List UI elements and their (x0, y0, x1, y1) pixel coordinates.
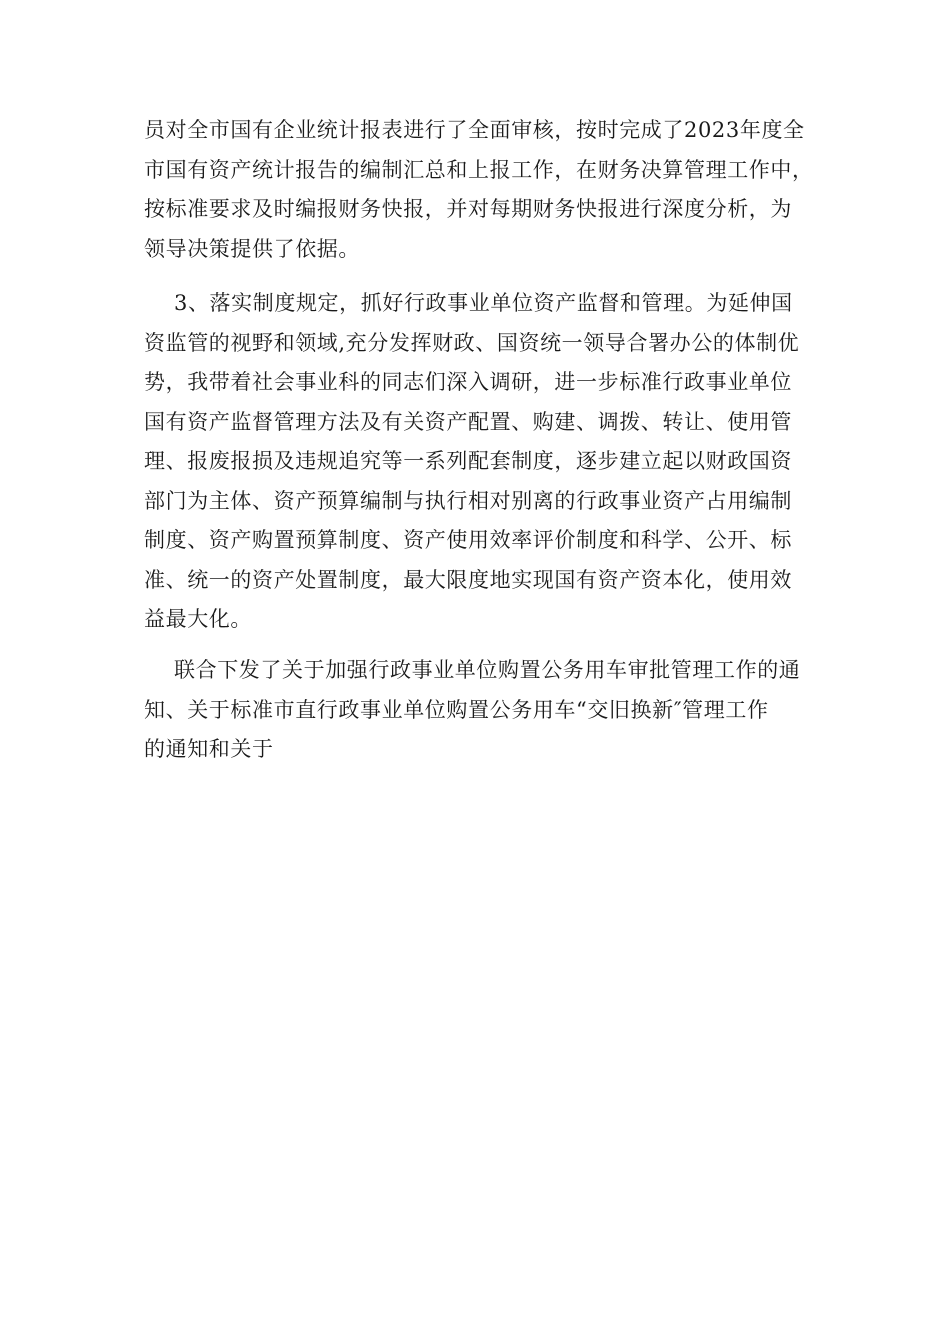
paragraph-line: 知、关于标准市直行政事业单位购置公务用车“交旧换新″管理工作 (144, 697, 769, 722)
paragraph-vehicle-notices (144, 651, 810, 770)
paragraph-line: 国有资产监督管理方法及有关资产配置、购建、调拨、转让、使用管 (144, 409, 792, 434)
paragraph-line: 领导决策提供了依据。 (144, 236, 360, 261)
paragraph-line: 部门为主体、资产预算编制与执行相对别离的行政事业资产占用编制 (144, 488, 792, 513)
paragraph-line: 准、统一的资产处置制度，最大限度地实现国有资产资本化，使用效 (144, 567, 792, 592)
paragraph-line: 资监管的视野和领域,充分发挥财政、国资统一领导合署办公的体制优 (144, 330, 800, 355)
paragraph-line: 联合下发了关于加强行政事业单位购置公务用车审批管理工作的通 (174, 658, 801, 682)
paragraph-line: 益最大化。 (144, 607, 252, 631)
paragraph-line: 理、报废报损及违规追究等一系列配套制度，逐步建立起以财政国资 (144, 449, 792, 473)
paragraph-line: 按标准要求及时编报财务快报，并对每期财务快报进行深度分析，为 (144, 197, 792, 221)
paragraph-audit-report (144, 111, 814, 269)
paragraph-line: 势，我带着社会事业科的同志们深入调研，进一步标准行政事业单位 (144, 370, 792, 394)
paragraph-line: 制度、资产购置预算制度、资产使用效率评价制度和科学、公开、标 (144, 528, 792, 552)
paragraph-line: 员对全市国有企业统计报表进行了全面审核，按时完成了2023年度全 (144, 118, 805, 142)
paragraph-line: 3、落实制度规定，抓好行政事业单位资产监督和管理。为延伸国 (174, 291, 793, 315)
paragraph-line: 的通知和关于 (144, 737, 274, 761)
paragraph-line: 市国有资产统计报告的编制汇总和上报工作，在财务决算管理工作中， (144, 157, 814, 182)
paragraph-asset-supervision (144, 284, 810, 640)
